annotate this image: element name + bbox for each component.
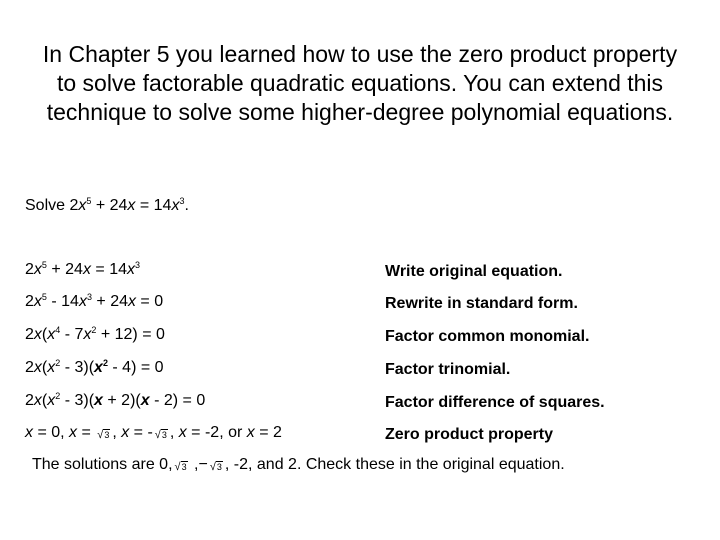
step-reason-1: Write original equation. <box>385 263 563 280</box>
step-equation-4: $2x(x^2 - 3)(x^2 - 4) = 0$ <box>25 358 164 376</box>
step-reason-2: Rewrite in standard form. <box>385 295 578 312</box>
sqrt-symbol: √3 <box>209 461 222 473</box>
intro-paragraph: In Chapter 5 you learned how to use the zero product property to solve factorable quadratic equations. You can extend this technique to solve some higher-degree polynomial equations. <box>42 41 678 125</box>
sqrt-symbol: √3 <box>97 429 110 441</box>
step-reason-5: Factor difference of squares. <box>385 394 605 411</box>
step-reason-6: Zero product property <box>385 426 554 443</box>
step-equation-2: $2x^5 - 14x^3 + 24x = 0$ <box>25 292 164 310</box>
solutions-summary: The solutions are 0, √3 ,− √3 , -2, and 2. Check these in the original equation. <box>32 456 565 473</box>
step-reason-3: Factor common monomial. <box>385 328 590 345</box>
sqrt-symbol: √3 <box>174 461 187 473</box>
sqrt-symbol: √3 <box>154 429 167 441</box>
step-equation-5: $2x(x^2 - 3)(x + 2)(x - 2) = 0$ <box>25 391 206 409</box>
step-equation-1: $2x^5 + 24x = 14x^3$ <box>25 260 140 278</box>
step-equation-3: $2x(x^4 - 7x^2 + 12) = 0$ <box>25 325 165 343</box>
step-reason-4: Factor trinomial. <box>385 361 511 378</box>
problem-prompt: Solve $2x^5 + 24x = 14x^3$. <box>25 196 189 214</box>
step-equation-6: x = 0, x = √3 , x = - √3 , x = -2, or x = 2 <box>25 424 282 441</box>
